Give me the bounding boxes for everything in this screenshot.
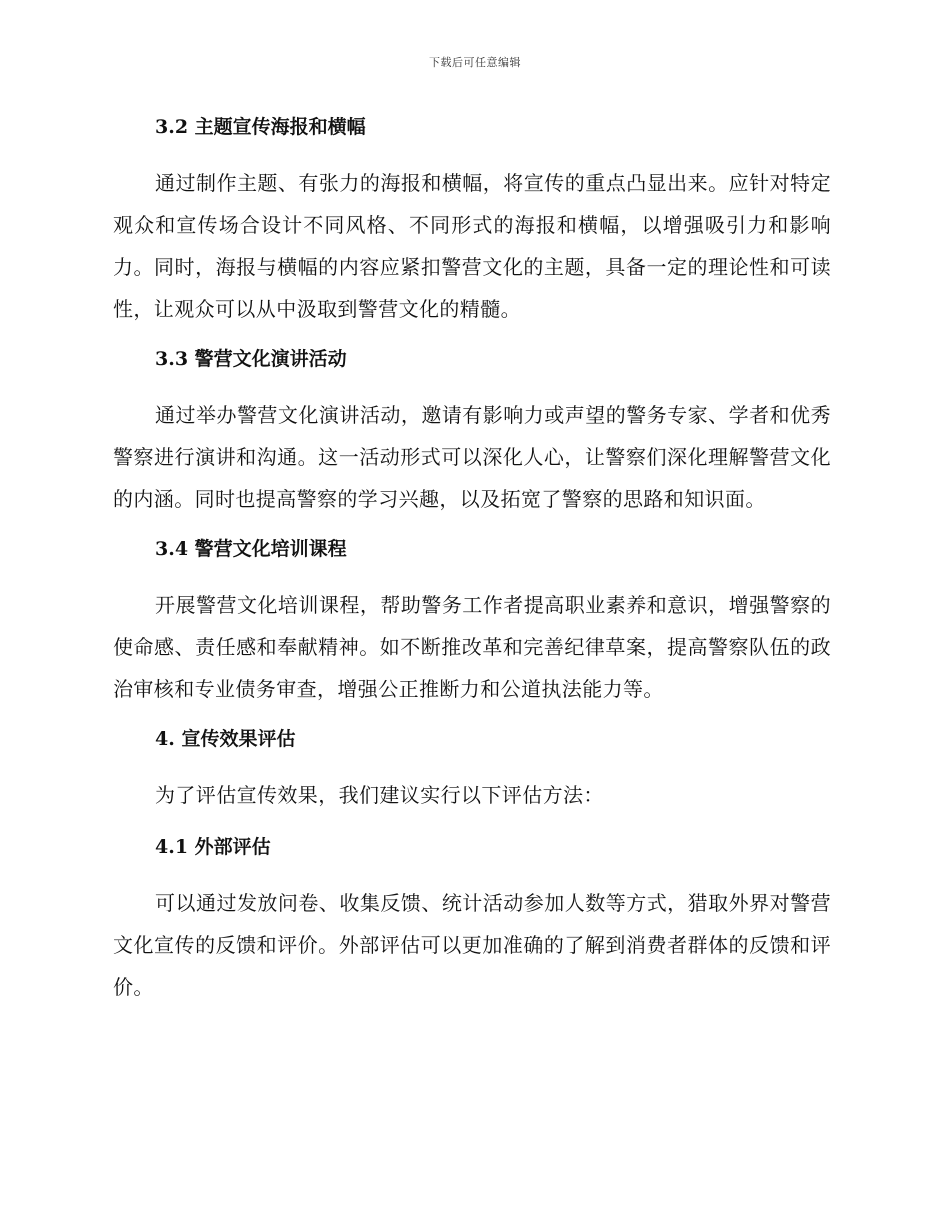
section-heading-4-1: 4.1 外部评估 [155,836,271,858]
section-heading-3-3: 3.3 警营文化演讲活动 [155,348,347,370]
section-paragraph-3-3: 通过举办警营文化演讲活动，邀请有影响力或声望的警务专家、学者和优秀警察进行演讲和沟通。这一活动形式可以深化人心，让警察们深化理解警营文化的内涵。同时也提高警察的学习兴趣，以及拓宽了警察的思路和知识面。 [113,403,831,511]
section-heading-3-4: 3.4 警营文化培训课程 [155,538,347,560]
header-note: 下载后可任意编辑 [429,56,521,69]
section-paragraph-4-1: 可以通过发放问卷、收集反馈、统计活动参加人数等方式，猎取外界对警营文化宣传的反馈和评价。外部评估可以更加准确的了解到消费者群体的反馈和评价。 [113,891,831,999]
document-body [113,110,831,1020]
section-heading-4: 4. 宣传效果评估 [155,728,296,750]
section-heading-3-2: 3.2 主题宣传海报和横幅 [155,116,366,138]
section-paragraph-3-4: 开展警营文化培训课程，帮助警务工作者提高职业素养和意识，增强警察的使命感、责任感和奉献精神。如不断推改革和完善纪律草案，提高警察队伍的政治审核和专业债务审查，增强公正推断力和公道执法能力等。 [113,593,831,701]
section-paragraph-3-2: 通过制作主题、有张力的海报和横幅，将宣传的重点凸显出来。应针对特定观众和宣传场合设计不同风格、不同形式的海报和横幅，以增强吸引力和影响力。同时，海报与横幅的内容应紧扣警营文化的主题，具备一定的理论性和可读性，让观众可以从中汲取到警营文化的精髓。 [113,171,831,321]
section-paragraph-4: 为了评估宣传效果，我们建议实行以下评估方法： [155,783,604,807]
